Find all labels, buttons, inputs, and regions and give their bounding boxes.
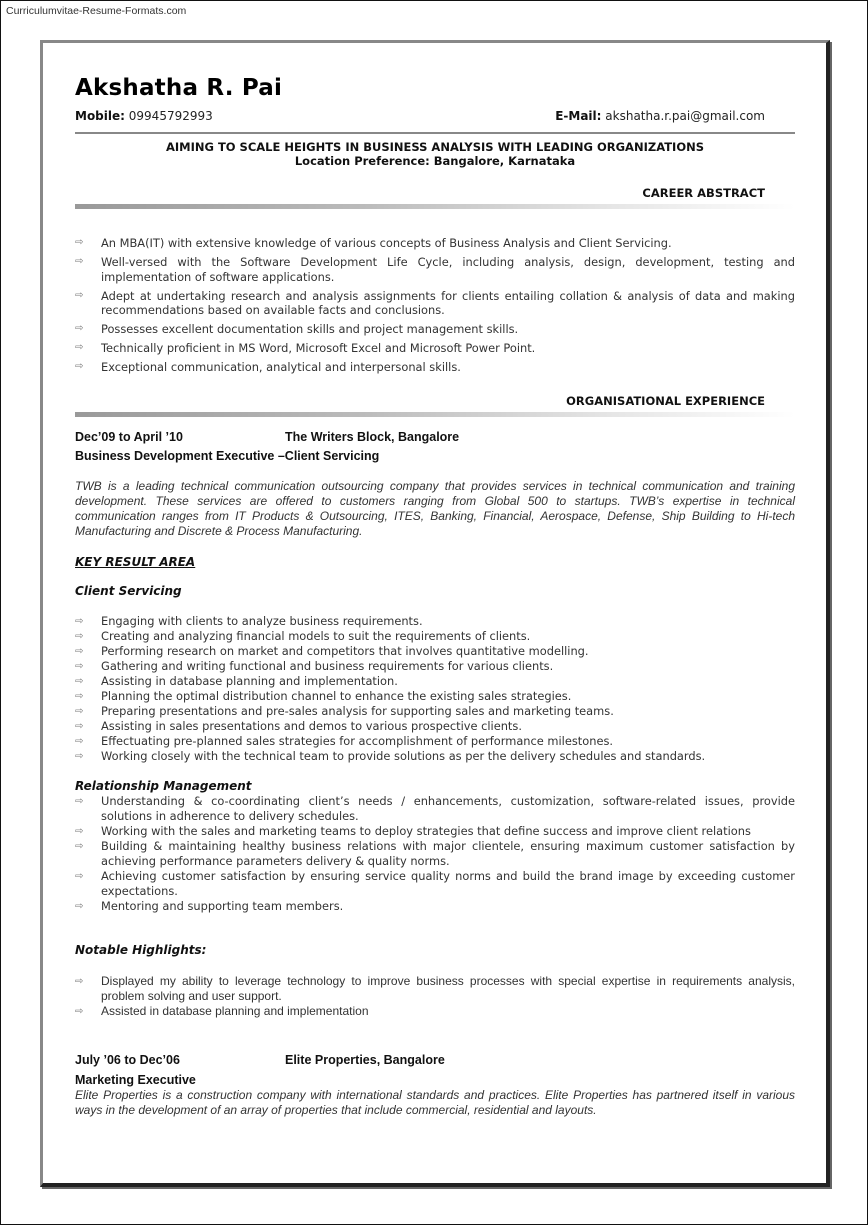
job-1-company: The Writers Block, Bangalore <box>285 430 460 444</box>
list-item-text: Performing research on market and competitors that involves quantitative modelling. <box>101 644 589 658</box>
list-item <box>75 674 795 689</box>
resume-page <box>40 40 830 1187</box>
relationship-management-title: Relationship Management <box>75 779 252 793</box>
list-item-text: Exceptional communication, analytical and interpersonal skills. <box>101 360 461 374</box>
location-preference: Location Preference: Bangalore, Karnataka <box>294 154 576 168</box>
right-arrow-icon: ⇨ <box>75 1006 84 1017</box>
experience-title: ORGANISATIONAL EXPERIENCE <box>566 394 765 408</box>
list-item <box>75 322 795 337</box>
right-arrow-icon: ⇨ <box>75 646 84 657</box>
list-item <box>75 644 795 659</box>
list-item <box>75 734 795 749</box>
site-watermark-label: Curriculumvitae-Resume-Formats.com <box>6 5 187 17</box>
job-2-role: Marketing Executive <box>75 1073 196 1087</box>
list-item-text: Assisted in database planning and implementation <box>101 1004 369 1018</box>
job-1-description: TWB is a leading technical communication outsourcing company that provides services in technical communication and training development. These services are offered to customers ranging from Global 500 to startups. TWB’s expertise in technical communication ranges from IT Products & Outsourcing, ITES, Banking, Financial, Aerospace, Defense, Ship Building to Hi-tech Manufacturing and Discrete & Process Manufacturing. <box>75 479 795 538</box>
right-arrow-icon: ⇨ <box>75 841 84 852</box>
key-result-area-title: KEY RESULT AREA <box>75 555 196 569</box>
list-item <box>75 255 795 284</box>
right-arrow-icon: ⇨ <box>75 289 84 301</box>
right-arrow-icon: ⇨ <box>75 323 84 334</box>
list-item-text: Adept at undertaking research and analysis assignments for clients entailing collation & analysis of data and making recommendations based on available facts and conclusions. <box>101 288 795 317</box>
list-item <box>75 824 795 839</box>
list-item <box>75 689 795 704</box>
list-item <box>75 659 795 674</box>
right-arrow-icon: ⇨ <box>75 976 84 987</box>
list-item-text: Well-versed with the Software Development Life Cycle, including analysis, design, development, testing and implementation of software applications. <box>101 255 795 284</box>
right-arrow-icon: ⇨ <box>75 871 84 882</box>
list-item-text: Achieving customer satisfaction by ensuring service quality norms and build the brand image by exceeding customer expectations. <box>101 869 795 898</box>
list-item-text: Engaging with clients to analyze business requirements. <box>101 614 423 628</box>
list-item-text: Preparing presentations and pre-sales analysis for supporting sales and marketing teams. <box>101 704 614 718</box>
right-arrow-icon: ⇨ <box>75 691 84 702</box>
list-item-text: Displayed my ability to leverage technology to improve business processes with special expertise in requirements analysis, problem solving and user support. <box>101 974 795 1003</box>
right-arrow-icon: ⇨ <box>75 721 84 732</box>
list-item-text: Understanding & co-coordinating client’s needs / enhancements, customization, software-related issues, provide solutions in adherence to delivery schedules. <box>101 794 795 823</box>
list-item-text: Effectuating pre-planned sales strategies for accomplishment of performance milestones. <box>101 734 614 748</box>
right-arrow-icon: ⇨ <box>75 631 84 642</box>
right-arrow-icon: ⇨ <box>75 706 84 717</box>
right-arrow-icon: ⇨ <box>75 342 84 353</box>
job-2-description: Elite Properties is a construction company with international standards and practices. Elite Properties has partnered itself in various ways in the development of an array of properties that include commercial, residential and layouts. <box>75 1088 795 1117</box>
objective-block <box>75 140 795 168</box>
list-item-text: Working with the sales and marketing teams to deploy strategies that define success and improve client relations <box>101 824 751 838</box>
mobile-number: 09945792993 <box>128 109 213 123</box>
notable-highlights-title: Notable Highlights: <box>75 943 207 957</box>
mobile-label: Mobile: <box>75 109 125 123</box>
list-item <box>75 899 795 914</box>
list-item <box>75 839 795 869</box>
right-arrow-icon: ⇨ <box>75 901 84 912</box>
right-arrow-icon: ⇨ <box>75 237 84 248</box>
list-item <box>75 704 795 719</box>
list-item-text: Assisting in sales presentations and demos to various prospective clients. <box>101 719 522 733</box>
job-1-dates: Dec’09 to April ’10 <box>75 430 183 444</box>
relationship-management-list <box>75 794 795 914</box>
right-arrow-icon: ⇨ <box>75 736 84 747</box>
right-arrow-icon: ⇨ <box>75 826 84 837</box>
right-arrow-icon: ⇨ <box>75 676 84 687</box>
header-divider <box>75 132 795 134</box>
right-arrow-icon: ⇨ <box>75 796 84 807</box>
contact-row <box>75 109 795 123</box>
list-item <box>75 360 795 375</box>
job-2-dates: July ’06 to Dec’06 <box>75 1053 180 1067</box>
list-item <box>75 749 795 764</box>
job-1-role: Business Development Executive –Client Servicing <box>75 449 380 463</box>
email-label: E-Mail: <box>555 109 602 123</box>
list-item <box>75 341 795 356</box>
list-item-text: Possesses excellent documentation skills and project management skills. <box>101 322 519 336</box>
list-item-text: Technically proficient in MS Word, Microsoft Excel and Microsoft Power Point. <box>101 341 536 355</box>
list-item-text: Creating and analyzing financial models to suit the requirements of clients. <box>101 629 531 643</box>
list-item-text: An MBA(IT) with extensive knowledge of various concepts of Business Analysis and Client Servicing. <box>101 236 672 250</box>
list-item-text: Working closely with the technical team to provide solutions as per the delivery schedules and standards. <box>101 749 706 763</box>
list-item-text: Building & maintaining healthy business relations with major clientele, ensuring maximum customer satisfaction by achieving performance parameters delivery & quality norms. <box>101 839 795 868</box>
right-arrow-icon: ⇨ <box>75 361 84 372</box>
email-address: akshatha.r.pai@gmail.com <box>605 109 765 123</box>
career-abstract-list <box>75 236 795 379</box>
list-item-text: Gathering and writing functional and business requirements for various clients. <box>101 659 554 673</box>
email-contact <box>555 109 765 123</box>
experience-divider <box>75 412 795 417</box>
right-arrow-icon: ⇨ <box>75 616 84 627</box>
list-item-text: Planning the optimal distribution channel to enhance the existing sales strategies. <box>101 689 572 703</box>
job-1-header <box>75 430 460 444</box>
right-arrow-icon: ⇨ <box>75 751 84 762</box>
list-item <box>75 289 795 318</box>
client-servicing-list <box>75 614 795 764</box>
list-item <box>75 719 795 734</box>
list-item <box>75 974 795 1004</box>
list-item <box>75 614 795 629</box>
candidate-name: Akshatha R. Pai <box>75 75 283 101</box>
career-abstract-divider <box>75 204 795 209</box>
list-item-text: Mentoring and supporting team members. <box>101 899 344 913</box>
client-servicing-title: Client Servicing <box>75 584 182 598</box>
objective-statement: AIMING TO SCALE HEIGHTS IN BUSINESS ANALYSIS WITH LEADING ORGANIZATIONS <box>165 140 705 154</box>
list-item-text: Assisting in database planning and implementation. <box>101 674 398 688</box>
job-2-company: Elite Properties, Bangalore <box>285 1053 445 1067</box>
list-item <box>75 794 795 824</box>
right-arrow-icon: ⇨ <box>75 256 84 267</box>
list-item <box>75 869 795 899</box>
notable-highlights-list <box>75 974 795 1019</box>
list-item <box>75 1004 795 1019</box>
list-item <box>75 629 795 644</box>
career-abstract-title: CAREER ABSTRACT <box>642 186 765 200</box>
mobile-contact <box>75 109 213 123</box>
job-2-header <box>75 1053 445 1067</box>
list-item <box>75 236 795 251</box>
right-arrow-icon: ⇨ <box>75 661 84 672</box>
